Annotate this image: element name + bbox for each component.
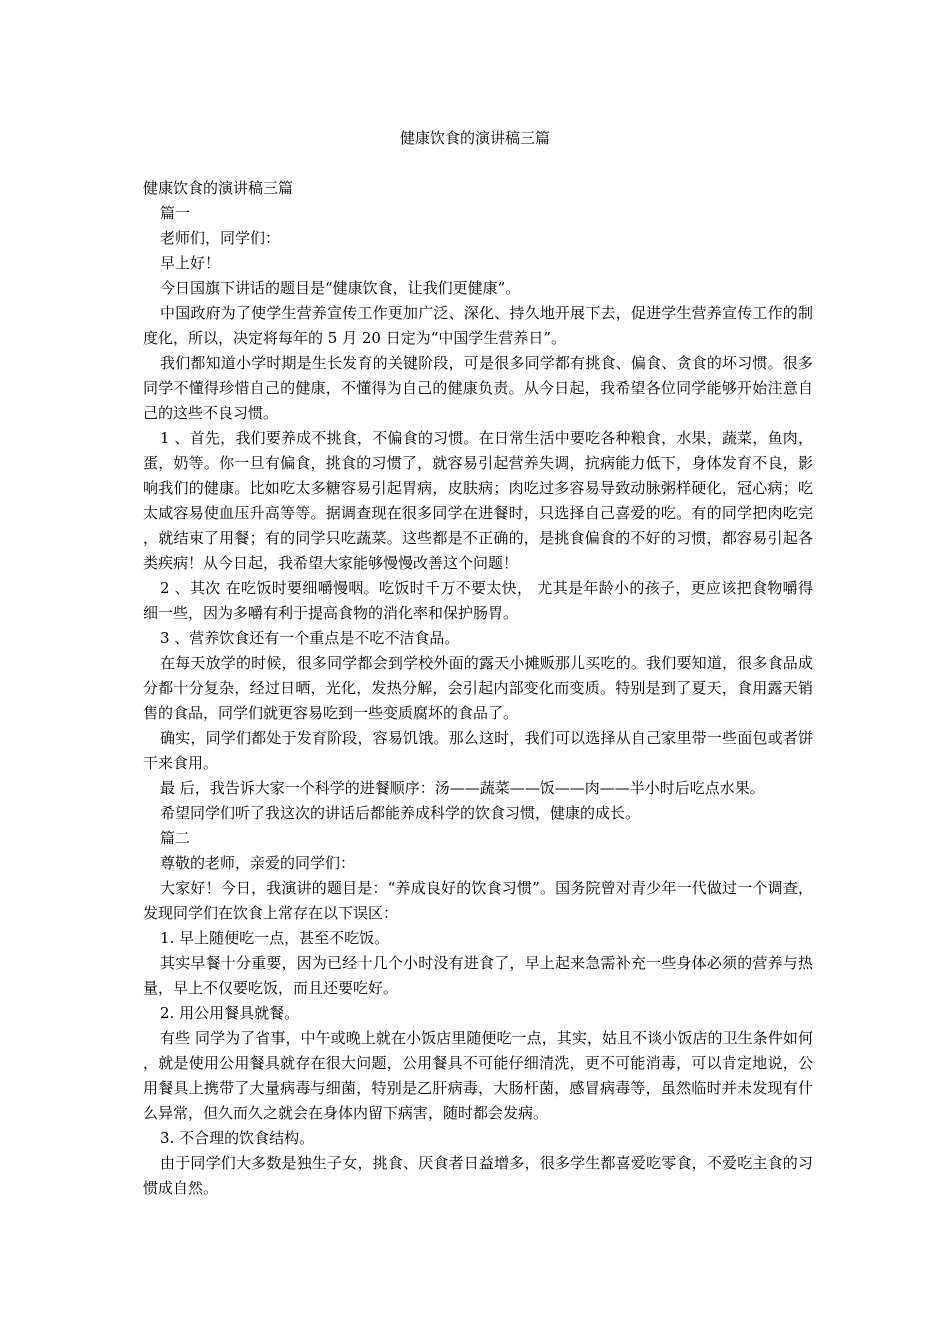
document-body: [143, 176, 813, 1201]
list-item-heading: 2. 用公用餐具就餐。: [160, 1004, 300, 1022]
section-label-part-2: 篇二: [160, 829, 191, 847]
paragraph: 由于同学们大多数是独生子女，挑食、厌食者日益增多，很多学生都喜爱吃零食，不爱吃主食的习惯成自然。: [143, 1154, 813, 1197]
paragraph: 其实早餐十分重要，因为已经十几个小时没有进食了，早上起来急需补充一些身体必须的营养与热量，早上不仅要吃饭，而且还要吃好。: [143, 954, 813, 997]
paragraph: 希望同学们听了我这次的讲话后都能养成科学的饮食习惯，健康的成长。: [160, 804, 641, 822]
paragraph: 2 、其次 在吃饭时要细嚼慢咽。吃饭时千万不要太快， 尤其是年龄小的孩子，更应该把食物嚼得细一些，因为多嚼有利于提高食物的消化率和保护肠胃。: [143, 579, 813, 622]
list-item-heading: 3. 不合理的饮食结构。: [160, 1129, 315, 1147]
paragraph: 最 后，我告诉大家一个科学的进餐顺序：汤——蔬菜——饭——肉——半小时后吃点水果。: [160, 779, 765, 797]
greeting: 早上好！: [160, 254, 221, 272]
salutation: 尊敬的老师，亲爱的同学们：: [160, 854, 356, 872]
salutation: 老师们，同学们：: [160, 229, 281, 247]
paragraph: 大家好！今日，我演讲的题目是：“养成良好的饮食习惯”。国务院曾对青少年一代做过一个调查，发现同学们在饮食上常存在以下误区：: [143, 879, 813, 922]
list-item-heading: 1. 早上随便吃一点，甚至不吃饭。: [160, 929, 390, 947]
paragraph: 有些 同学为了省事，中午或晚上就在小饭店里随便吃一点，其实，姑且不谈小饭店的卫生条件如何，就是使用公用餐具就存在很大问题，公用餐具不可能仔细清洗，更不可能消毒，可以肯定地说，公用餐具上携带了大量病毒与细菌，特别是乙肝病毒，大肠杆菌，感冒病毒等，虽然临时并未发现有什么异常，但久而久之就会在身体内留下病害，随时都会发病。: [143, 1029, 813, 1122]
section-label-part-1: 篇一: [160, 204, 191, 222]
paragraph: 在每天放学的时候，很多同学都会到学校外面的露天小摊贩那儿买吃的。我们要知道，很多食品成分都十分复杂，经过日晒，光化，发热分解，会引起内部变化而变质。特别是到了夏天，食用露天销售的食品，同学们就更容易吃到一些变质腐坏的食品了。: [143, 654, 813, 722]
document-title: 健康饮食的演讲稿三篇: [399, 129, 550, 147]
document-heading: 健康饮食的演讲稿三篇: [143, 179, 294, 197]
paragraph: 今日国旗下讲话的题目是“健康饮食，让我们更健康”。: [160, 279, 521, 297]
paragraph: 中国政府为了使学生营养宣传工作更加广泛、深化、持久地开展下去，促进学生营养宣传工作的制度化，所以，决定将每年的 5 月 20 日定为“中国学生营养日”。: [143, 304, 813, 347]
paragraph: 1 、首先，我们要养成不挑食，不偏食的习惯。在日常生活中要吃各种粮食，水果，蔬菜，鱼肉，蛋，奶等。你一旦有偏食，挑食的习惯了，就容易引起营养失调，抗病能力低下，身体发育不良，影响我们的健康。比如吃太多糖容易引起胃病，皮肤病；肉吃过多容易导致动脉粥样硬化，冠心病；吃太咸容易使血压升高等等。据调查现在很多同学在进餐时，只选择自己喜爱的吃。有的同学把肉吃完，就结束了用餐；有的同学只吃蔬菜。这些都是不正确的，是挑食偏食的不好的习惯，都容易引起各类疾病！从今日起，我希望大家能够慢慢改善这个问题！: [143, 429, 813, 572]
paragraph: 确实，同学们都处于发育阶段，容易饥饿。那么这时，我们可以选择从自己家里带一些面包或者饼干来食用。: [143, 729, 813, 772]
paragraph: 我们都知道小学时期是生长发育的关键阶段，可是很多同学都有挑食、偏食、贪食的坏习惯。很多同学不懂得珍惜自己的健康，不懂得为自己的健康负责。从今日起，我希望各位同学能够开始注意自己的这些不良习惯。: [143, 354, 813, 422]
paragraph: 3 、营养饮食还有一个重点是不吃不洁食品。: [160, 629, 460, 647]
